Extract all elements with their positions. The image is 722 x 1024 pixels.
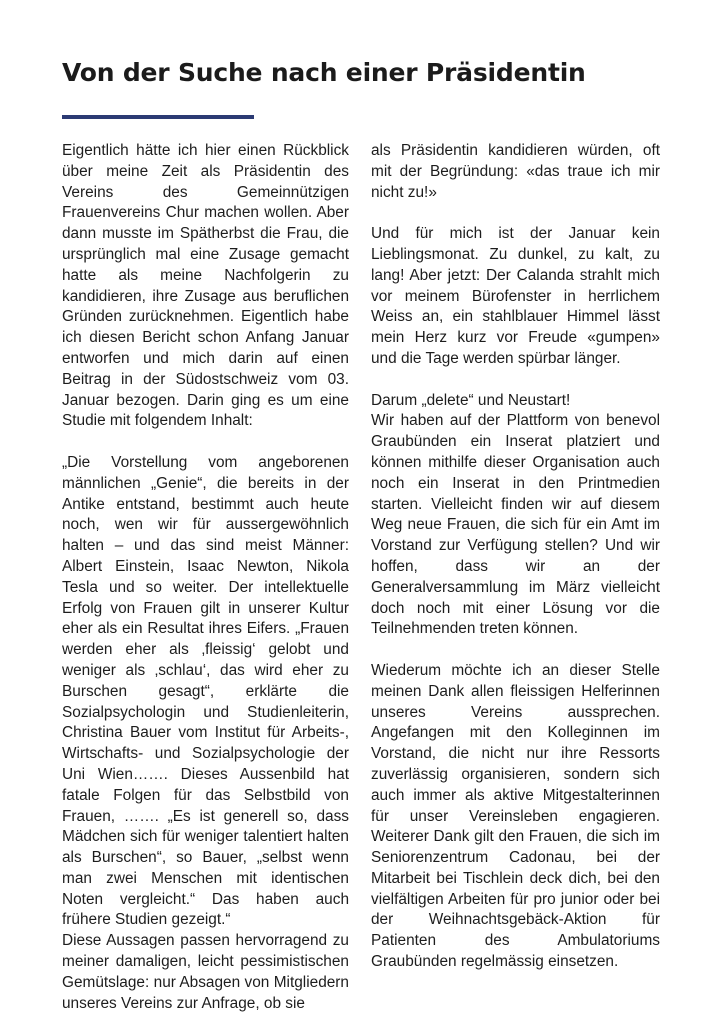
left-column bbox=[62, 141, 349, 1014]
paragraph-january: Und für mich ist der Januar kein Lieblingsmonat. Zu dunkel, zu kalt, zu lang! Aber jetzt: Der Calanda strahlt mich vor meinem Bürofenster in herrlichem Weiss an, ein stahlblauer Himmel lässt mein Herz kurz vor Freude «gumpen» und die Tage werden spürbar länger. bbox=[371, 225, 660, 367]
title-underline bbox=[62, 115, 254, 119]
paragraph-benevol: Wir haben auf der Plattform von benevol Graubünden ein Inserat platziert und können mithilfe dieser Organisation auch noch ein Inserat in den Printmedien starten. Vielleicht finden wir auf diesem Weg neue Frauen, die sich für ein Amt im Vorstand zur Verfügung stellen? Und wir hoffen, dass wir an der Generalversammlung im März vielleicht doch noch mit einer Lösung vor die Teilnehmenden treten können. bbox=[371, 412, 660, 638]
paragraph-continuation: als Präsidentin kandidieren würden, oft mit der Begründung: «das traue ich mir nicht zu!» bbox=[371, 142, 660, 201]
article-title: Von der Suche nach einer Präsidentin bbox=[62, 58, 586, 87]
paragraph-intro: Eigentlich hätte ich hier einen Rückblick über meine Zeit als Präsidentin des Vereins des Gemeinnützigen Frauenvereins Chur machen wollen. Aber dann musste im Spätherbst die Frau, die ursprünglich mal eine Zusage gemacht hatte als meine Nachfolgerin zu kandidieren, ihre Zusage aus beruflichen Gründen zurücknehmen. Eigentlich habe ich diesen Bericht schon Anfang Januar entworfen und mich darin auf einen Beitrag in der Südostschweiz vom 03. Januar bezogen. Darin ging es um eine Studie mit folgendem Inhalt: bbox=[62, 142, 349, 430]
paragraph-mood: Diese Aussagen passen hervorragend zu meiner damaligen, leicht pessimistischen Gemütslage: nur Absagen von Mitgliedern unseres Vereins zur Anfrage, ob sie bbox=[62, 932, 349, 1012]
right-column bbox=[371, 141, 660, 973]
paragraph-restart-heading: Darum „delete“ und Neustart! bbox=[371, 391, 571, 409]
paragraph-thanks: Wiederum möchte ich an dieser Stelle meinen Dank allen fleissigen Helferinnen unseres Vereins aussprechen. Angefangen mit den Kolleginnen im Vorstand, die nicht nur ihre Ressorts zuverlässig organisieren, sondern sich auch immer als aktive Mitgestalterinnen für unser Vereinsleben engagieren. Weiterer Dank gilt den Frauen, die sich im Seniorenzentrum Cadonau, bei der Mitarbeit bei Tischlein deck dich, bei den vielfältigen Arbeiten für pro junior oder bei der Weihnachtsgebäck-Aktion für Patienten des Ambulatoriums Graubünden regelmässig einsetzen. bbox=[371, 661, 660, 971]
paragraph-quote: „Die Vorstellung vom angeborenen männlichen „Genie“, die bereits in der Antike entstand, bestimmt auch heute noch, wen wir für aussergewöhnlich halten – und das sind meist Männer: Albert Einstein, Isaac Newton, Nikola Tesla und so weiter. Der intellektuelle Erfolg von Frauen gilt in unserer Kultur eher als ein Resultat ihres Eifers. „Frauen werden eher als ‚fleissig‘ gelobt und weniger als ‚schlau‘, das wird eher zu Burschen gesagt“, erklärte die Sozialpsychologin und Studienleiterin, Christina Bauer vom Institut für Arbeits-, Wirtschafts- und Sozialpsychologie der Uni Wien……. Dieses Aussenbild hat fatale Folgen für das Selbstbild von Frauen, ……. „Es ist generell so, dass Mädchen sich für weniger talentiert halten als Burschen“, so Bauer, „selbst wenn man zwei Menschen mit identischen Noten vergleicht.“ Das haben auch frühere Studien gezeigt.“ bbox=[62, 453, 349, 929]
